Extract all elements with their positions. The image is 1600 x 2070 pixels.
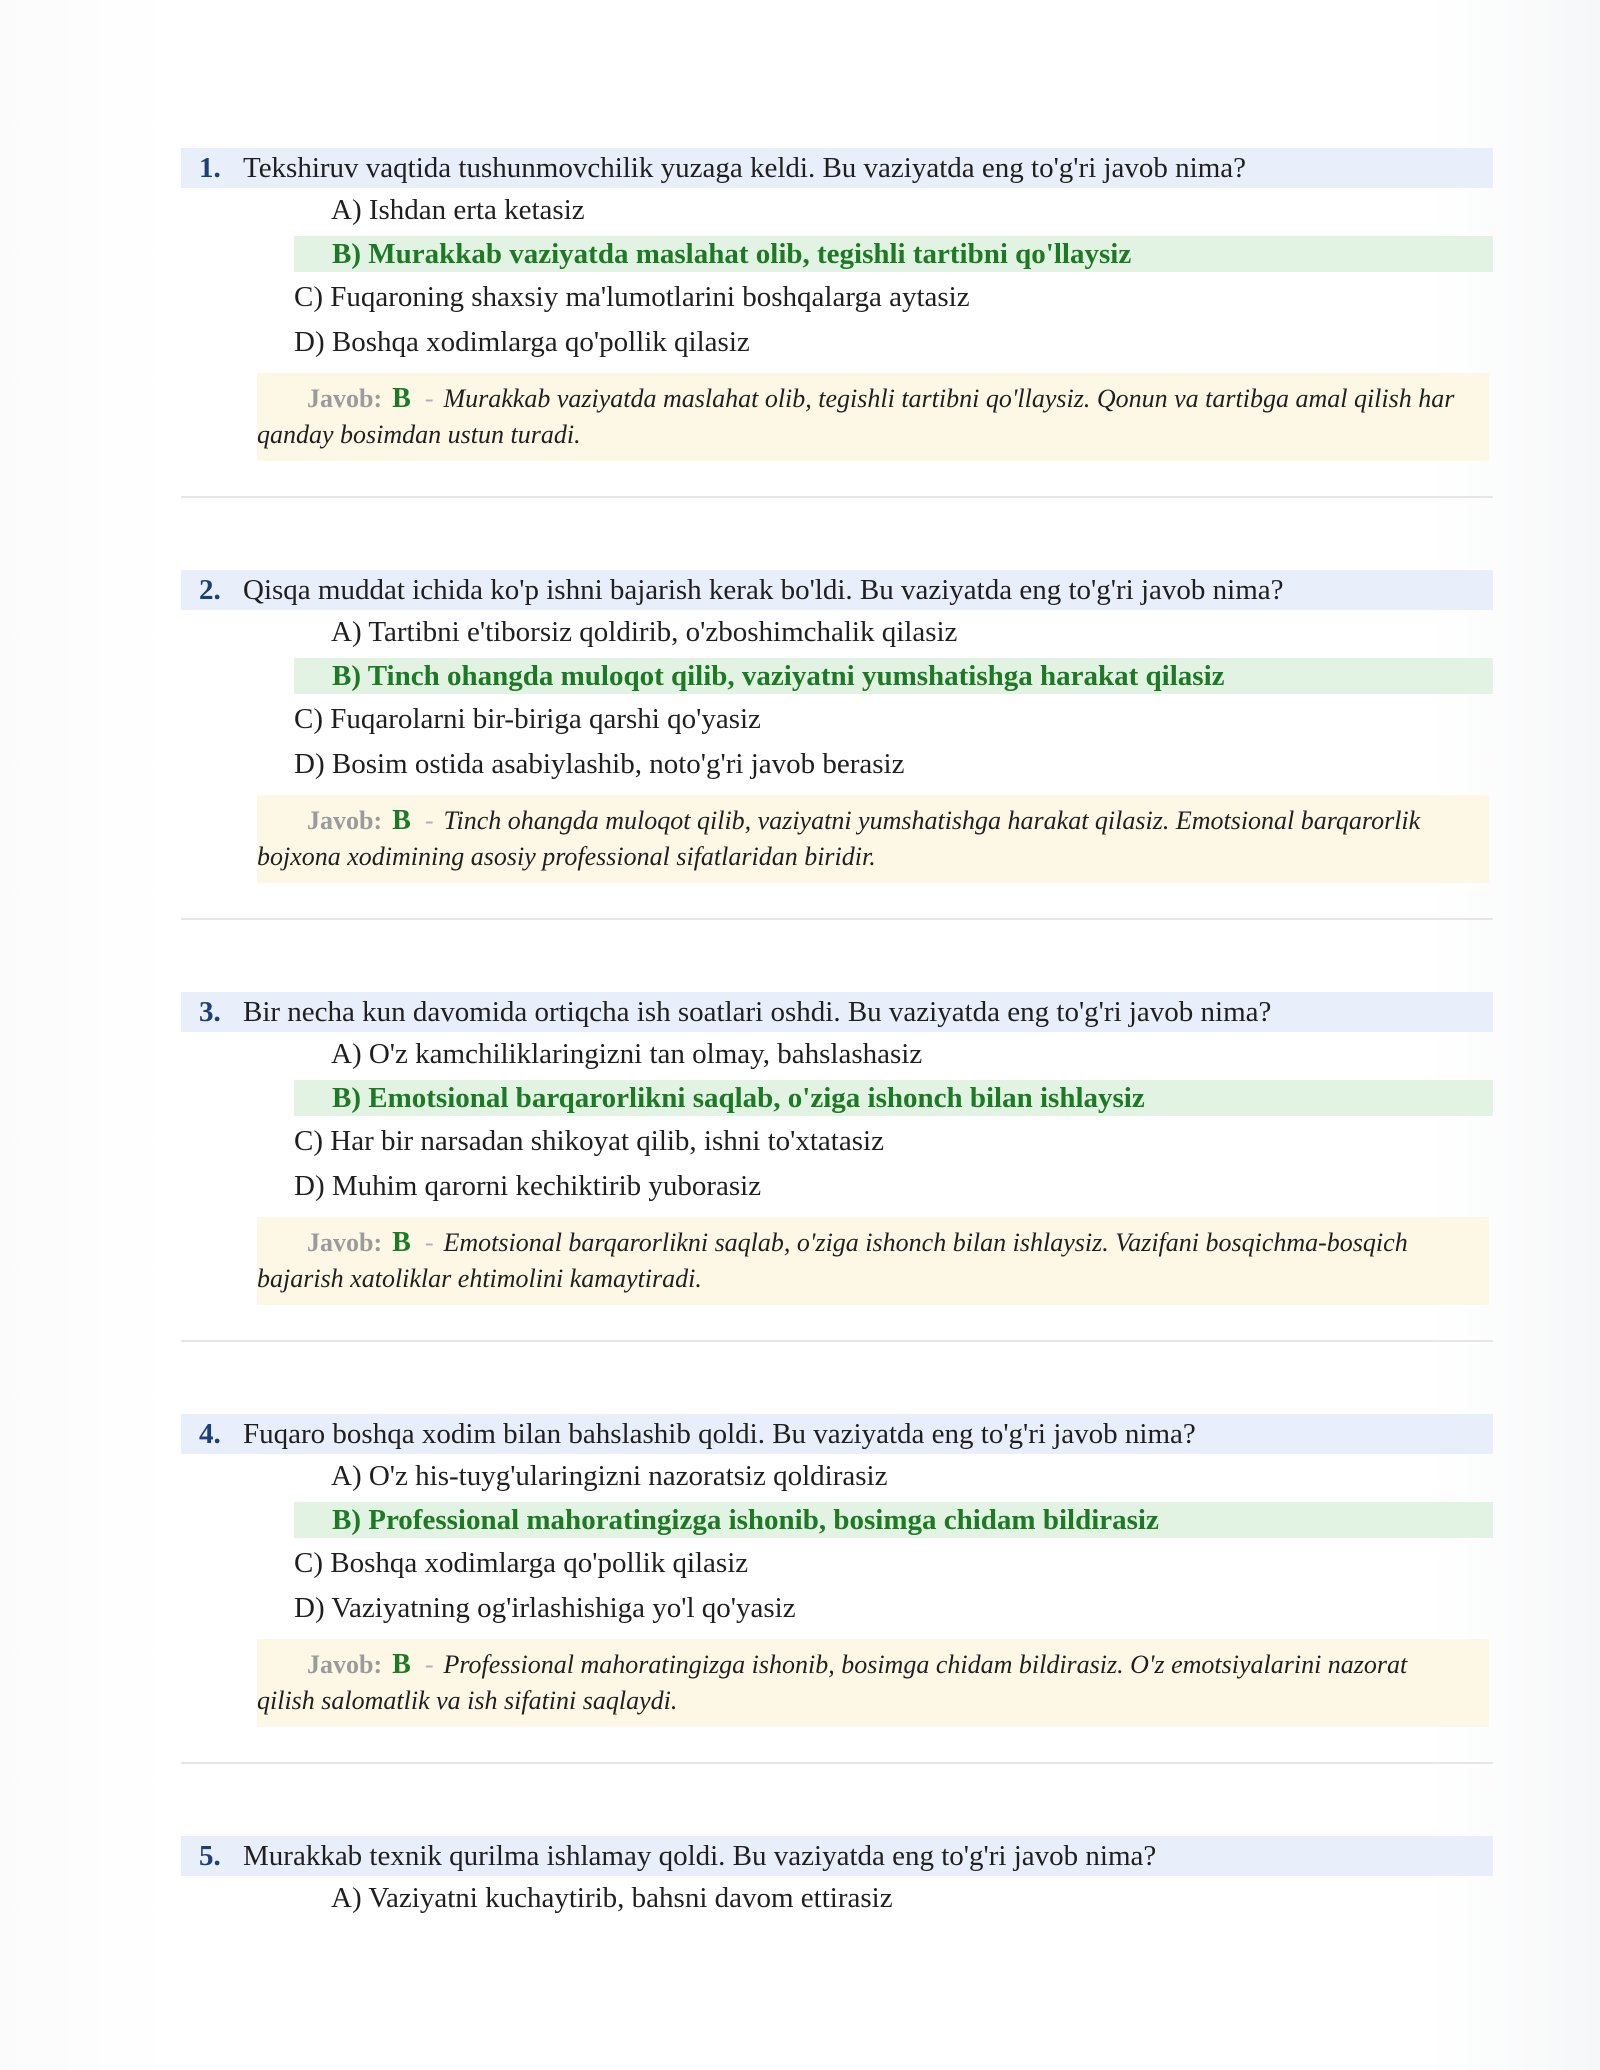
answer-letter: B	[392, 805, 411, 836]
option-c: C) Boshqa xodimlarga qo'pollik qilasiz	[294, 1547, 749, 1579]
answer-dash: -	[424, 1228, 434, 1257]
option-d: D) Bosim ostida asabiylashib, noto'g'ri javob berasiz	[294, 748, 905, 780]
question-header	[181, 992, 1493, 1032]
question-number: 1.	[199, 152, 221, 184]
question-block-5	[181, 1836, 1493, 1921]
explanation-text: Tinch ohangda muloqot qilib, vaziyatni yumshatishga harakat qilasiz. Emotsional barqarorlik bojxona xodimining asosiy professional sifatlaridan biridir.	[257, 806, 1421, 871]
option-c: C) Fuqaroning shaxsiy ma'lumotlarini boshqalarga aytasiz	[294, 281, 970, 313]
option-d: D) Vaziyatning og'irlashishiga yo'l qo'yasiz	[294, 1592, 796, 1624]
answer-letter: B	[392, 383, 411, 414]
explanation-text: Emotsional barqarorlikni saqlab, o'ziga ishonch bilan ishlaysiz. Vazifani bosqichma-bosqich bajarish xatoliklar ehtimolini kamaytiradi.	[257, 1228, 1408, 1293]
question-number: 3.	[199, 996, 221, 1028]
question-divider	[181, 496, 1493, 498]
question-text: Qisqa muddat ichida ko'p ishni bajarish kerak bo'ldi. Bu vaziyatda eng to'g'ri javob nima?	[243, 574, 1284, 606]
option-b-correct: B) Murakkab vaziyatda maslahat olib, tegishli tartibni qo'llaysiz	[294, 236, 1493, 272]
answer-label: Javob:	[307, 1650, 383, 1679]
answer-label: Javob:	[307, 1228, 383, 1257]
answer-dash: -	[424, 384, 434, 413]
option-d: D) Muhim qarorni kechiktirib yuborasiz	[294, 1170, 762, 1202]
question-block-3	[181, 992, 1493, 1305]
question-divider	[181, 1762, 1493, 1764]
explanation-text: Murakkab vaziyatda maslahat olib, tegishli tartibni qo'llaysiz. Qonun va tartibga amal qilish har qanday bosimdan ustun turadi.	[257, 384, 1455, 449]
question-header	[181, 148, 1493, 188]
answer-letter: B	[392, 1227, 411, 1258]
question-block-4	[181, 1414, 1493, 1727]
question-number: 2.	[199, 574, 221, 606]
option-a: A) O'z kamchiliklaringizni tan olmay, bahslashasiz	[331, 1038, 923, 1070]
option-c: C) Fuqarolarni bir-biriga qarshi qo'yasiz	[294, 703, 761, 735]
answer-dash: -	[424, 1650, 434, 1679]
option-a: A) Vaziyatni kuchaytirib, bahsni davom ettirasiz	[331, 1882, 893, 1914]
question-block-2	[181, 570, 1493, 883]
question-header	[181, 1414, 1493, 1454]
question-text: Fuqaro boshqa xodim bilan bahslashib qoldi. Bu vaziyatda eng to'g'ri javob nima?	[243, 1418, 1196, 1450]
answer-explanation	[257, 795, 1489, 883]
question-number: 5.	[199, 1840, 221, 1872]
question-number: 4.	[199, 1418, 221, 1450]
question-text: Bir necha kun davomida ortiqcha ish soatlari oshdi. Bu vaziyatda eng to'g'ri javob nima?	[243, 996, 1272, 1028]
answer-explanation	[257, 1639, 1489, 1727]
option-a: A) Tartibni e'tiborsiz qoldirib, o'zboshimchalik qilasiz	[331, 616, 958, 648]
question-text: Tekshiruv vaqtida tushunmovchilik yuzaga keldi. Bu vaziyatda eng to'g'ri javob nima?	[243, 152, 1247, 184]
page-margin-left	[0, 0, 170, 2070]
option-b-correct: B) Tinch ohangda muloqot qilib, vaziyatni yumshatishga harakat qilasiz	[294, 658, 1493, 694]
question-header	[181, 570, 1493, 610]
answer-label: Javob:	[307, 806, 383, 835]
answer-explanation	[257, 373, 1489, 461]
question-header	[181, 1836, 1493, 1876]
option-c: C) Har bir narsadan shikoyat qilib, ishni to'xtatasiz	[294, 1125, 884, 1157]
option-a: A) O'z his-tuyg'ularingizni nazoratsiz qoldirasiz	[331, 1460, 888, 1492]
answer-letter: B	[392, 1649, 411, 1680]
option-b-correct: B) Professional mahoratingizga ishonib, bosimga chidam bildirasiz	[294, 1502, 1493, 1538]
question-text: Murakkab texnik qurilma ishlamay qoldi. Bu vaziyatda eng to'g'ri javob nima?	[243, 1840, 1157, 1872]
question-block-1	[181, 148, 1493, 461]
answer-explanation	[257, 1217, 1489, 1305]
answer-label: Javob:	[307, 384, 383, 413]
question-divider	[181, 1340, 1493, 1342]
option-b-correct: B) Emotsional barqarorlikni saqlab, o'ziga ishonch bilan ishlaysiz	[294, 1080, 1493, 1116]
question-divider	[181, 918, 1493, 920]
option-d: D) Boshqa xodimlarga qo'pollik qilasiz	[294, 326, 750, 358]
option-a: A) Ishdan erta ketasiz	[331, 194, 585, 226]
answer-dash: -	[424, 806, 434, 835]
explanation-text: Professional mahoratingizga ishonib, bosimga chidam bildirasiz. O'z emotsiyalarini nazorat qilish salomatlik va ish sifatini saqlaydi.	[257, 1650, 1408, 1715]
